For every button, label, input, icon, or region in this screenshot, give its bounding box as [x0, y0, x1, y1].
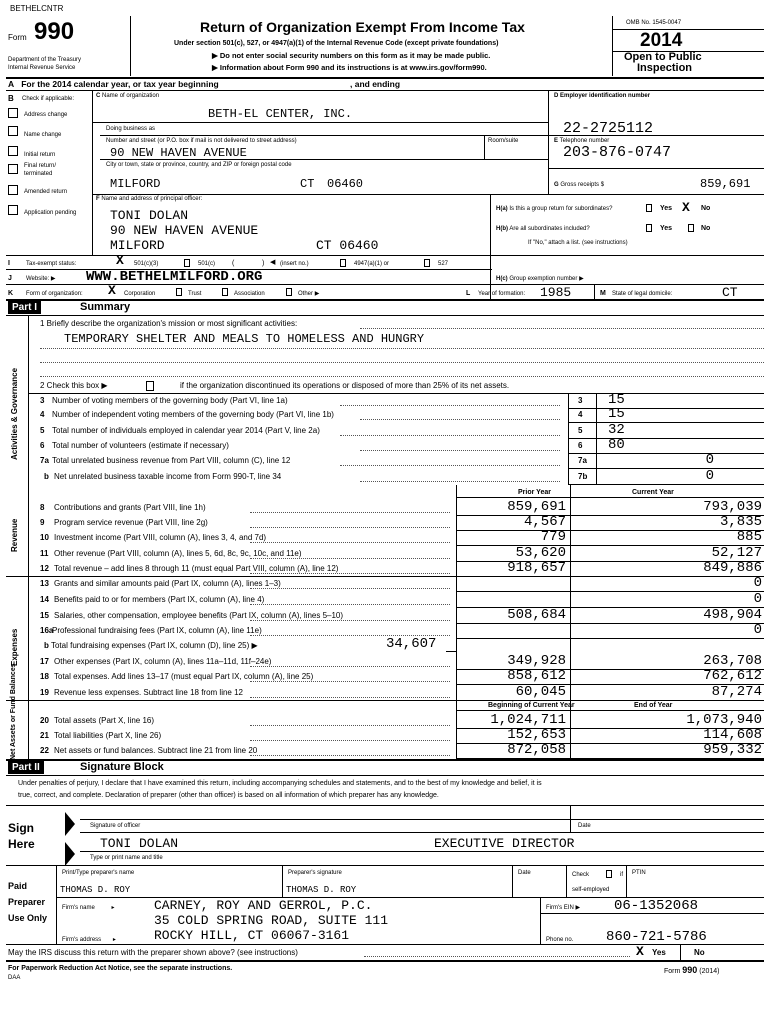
signer-name: TONI DOLAN — [100, 836, 179, 851]
ein-value: 22-2725112 — [563, 120, 654, 137]
org-street: 90 NEW HAVEN AVENUE — [110, 146, 247, 160]
prior-value: 858,612 — [507, 668, 566, 684]
final-return-label: Final return/ terminated — [24, 163, 57, 177]
gov-leader-dots — [340, 435, 560, 436]
section-b-label: B — [8, 94, 14, 103]
gov-line-number: 6 — [40, 441, 45, 450]
hb-no-box[interactable] — [688, 224, 694, 232]
check-corporation[interactable]: X — [108, 283, 116, 298]
ha-yes-label: Yes — [660, 205, 673, 212]
pra-notice: For Paperwork Reduction Act Notice, see the separate instructions. — [8, 965, 233, 972]
firm-name-label: Firm's name ▸ — [62, 905, 115, 911]
year-formation-label: Year of formation: — [478, 291, 526, 297]
money-leader-dots — [250, 681, 450, 682]
paid-label: Paid — [8, 881, 28, 891]
money-leader-dots — [250, 697, 450, 698]
money-line-text: Contributions and grants (Part VIII, line 1h) — [54, 503, 206, 512]
current-value: 0 — [753, 591, 762, 607]
money-leader-dots — [250, 542, 450, 543]
money-line-number: 21 — [40, 731, 49, 740]
preparer-name: THOMAS D. ROY — [60, 885, 131, 895]
box-527[interactable] — [424, 259, 430, 267]
money-line-number: 9 — [40, 518, 45, 527]
arrow-right-icon: ▶ — [575, 905, 581, 911]
prior-year-header: Prior Year — [518, 489, 551, 496]
prior-value: 918,657 — [507, 560, 566, 576]
part2-title: Signature Block — [80, 761, 164, 773]
form-org-label: Form of organization: — [26, 291, 83, 297]
side-label-exp: Expenses — [10, 628, 19, 666]
dba-label: Doing business as — [106, 126, 156, 132]
money-leader-dots — [250, 604, 450, 605]
sign-arrow-icon — [64, 808, 78, 868]
discuss-no-label: No — [694, 948, 705, 957]
money-line-text: Other expenses (Part IX, column (A), lines 11a–11d, 11f–24e) — [54, 657, 272, 666]
checkbox-address-change[interactable] — [8, 108, 18, 118]
gov-row-line — [568, 408, 764, 409]
money-line-number: 11 — [40, 549, 49, 558]
gov-line-text: Number of voting members of the governing body (Part VI, line 1a) — [52, 396, 288, 405]
gov-leader-dots — [360, 450, 560, 451]
opt-4947: 4947(a)(1) or — [354, 261, 390, 267]
gov-box-divider — [568, 393, 569, 485]
money-line-number: 17 — [40, 657, 49, 666]
gov-leader-dots — [360, 419, 560, 420]
gov-row-line — [568, 453, 764, 454]
opt-501c: 501(c) — [198, 261, 216, 267]
preparer-signature: THOMAS D. ROY — [286, 885, 357, 895]
ha-no-label: No — [701, 205, 711, 212]
amended-return-label: Amended return — [24, 189, 68, 195]
paren-close: ) — [262, 260, 265, 267]
money-line-number: 10 — [40, 533, 49, 542]
form-title: Return of Organization Exempt From Income Tax — [200, 19, 525, 35]
line16b-text: b Total fundraising expenses (Part IX, column (D), line 25) ▶ — [44, 641, 258, 650]
money-leader-dots — [250, 527, 450, 528]
current-value: 52,127 — [711, 545, 762, 561]
city-label: City or town, state or province, country, and ZIP or foreign postal code — [106, 162, 292, 168]
initial-return-label: Initial return — [24, 152, 56, 158]
opt-other: Other ▶ — [298, 291, 320, 297]
gov-line-text: Total unrelated business revenue from Part VIII, column (C), line 12 — [52, 456, 291, 465]
gov-box-label: 7b — [578, 472, 588, 481]
gov-value: 0 — [705, 452, 714, 468]
org-city: MILFORD — [110, 177, 161, 191]
omb-number: OMB No. 1545-0047 — [626, 20, 682, 26]
current-value: 0 — [753, 622, 762, 638]
money-leader-dots — [250, 725, 450, 726]
line2-text: 2 Check this box ▶ — [40, 381, 108, 390]
gov-line-number: 3 — [40, 396, 45, 405]
firm-address-1: 35 COLD SPRING ROAD, SUITE 111 — [154, 913, 389, 928]
line-m-label: M — [600, 290, 606, 297]
preparer-label: Preparer — [8, 897, 46, 907]
money-line-text: Total revenue – add lines 8 through 11 (must equal Part VIII, column (A), line 12) — [54, 564, 339, 573]
officer-label: F Name and address of principal officer: — [96, 196, 203, 202]
current-year-header: Current Year — [632, 489, 674, 496]
application-pending-label: Application pending — [24, 210, 77, 216]
prep-sig-label: Preparer's signature — [288, 870, 342, 876]
money-line-number: 14 — [40, 595, 49, 604]
info-notice: ▶ Information about Form 990 and its instructions is at www.irs.gov/form990. — [212, 63, 487, 72]
arrow-right-icon: ▶ — [212, 51, 218, 60]
current-value: 263,708 — [703, 653, 762, 669]
line16b-value: 34,607 — [386, 636, 437, 652]
gov-line-number: 4 — [40, 410, 45, 419]
side-label-net: Net Assets or Fund Balances — [10, 663, 17, 760]
phone-value: 203-876-0747 — [563, 144, 672, 161]
money-line-number: 19 — [40, 688, 49, 697]
gov-leader-dots — [360, 481, 560, 482]
box-501c[interactable] — [184, 259, 190, 267]
firm-ein: 06-1352068 — [614, 898, 699, 914]
and-ending: , and ending — [350, 79, 401, 89]
money-line-text: Grants and similar amounts paid (Part IX, column (A), lines 1–3) — [54, 579, 281, 588]
street-label: Number and street (or P.O. box if mail is not delivered to street address) — [106, 138, 297, 144]
year-formation-value: 1985 — [540, 285, 572, 300]
hb-yes-label: Yes — [660, 225, 673, 232]
arrow-right-icon: ▶ — [314, 291, 320, 297]
line-i-label: I — [8, 260, 10, 267]
address-change-label: Address change — [24, 112, 68, 118]
current-value: 87,274 — [711, 684, 762, 700]
open-public-1: Open to Public — [624, 51, 702, 63]
arrow-right-icon: ▶ — [212, 63, 218, 72]
penalty-line1: Under penalties of perjury, I declare that I have examined this return, including accompanying schedules and statements, and to the best of my knowledge and belief, it is — [18, 780, 542, 787]
money-line-number: 12 — [40, 564, 49, 573]
arrow-right-icon: ▶ — [579, 276, 584, 282]
gross-receipts-value: 859,691 — [700, 177, 751, 191]
arrow-left-icon: ◀ — [270, 259, 276, 266]
gov-line-number: 5 — [40, 426, 45, 435]
sig-date-label: Date — [578, 823, 591, 829]
officer-signature-label: Signature of officer — [90, 823, 141, 829]
signer-title: EXECUTIVE DIRECTOR — [434, 836, 575, 851]
prior-value: 4,567 — [523, 514, 566, 530]
gov-leader-dots — [340, 465, 560, 466]
boy-header: Beginning of Current Year — [488, 702, 575, 709]
current-value: 762,612 — [703, 668, 762, 684]
money-leader-dots — [250, 740, 450, 741]
current-value: 849,886 — [703, 560, 762, 576]
check-501c3[interactable]: X — [116, 253, 124, 268]
form-number: 990 — [34, 18, 75, 45]
checkbox-amended-return[interactable] — [8, 185, 18, 195]
checkbox-name-change[interactable] — [8, 126, 18, 136]
prior-value: 872,058 — [507, 742, 566, 758]
firm-name: CARNEY, ROY AND GERROL, P.C. — [154, 898, 373, 913]
name-change-label: Name change — [24, 132, 62, 138]
money-line-number: 18 — [40, 672, 49, 681]
prior-value: 859,691 — [507, 499, 566, 515]
money-leader-dots — [250, 558, 450, 559]
box-association[interactable] — [222, 288, 228, 296]
discuss-yes-check[interactable]: X — [636, 944, 644, 959]
money-line-text: Investment income (Part VIII, column (A), lines 3, 4, and 7d) — [54, 533, 267, 542]
side-label-gov: Activities & Governance — [10, 367, 19, 460]
money-row-line — [456, 638, 764, 639]
arrow-right-icon: ▶ — [50, 276, 56, 282]
gov-row-line — [568, 484, 764, 485]
line2-text-b: if the organization discontinued its operations or disposed of more than 25% of its net assets. — [180, 381, 510, 390]
money-line-text: Total liabilities (Part X, line 26) — [54, 731, 162, 740]
prep-date-label: Date — [518, 870, 531, 876]
prior-value: 60,045 — [515, 684, 566, 700]
current-value: 793,039 — [703, 499, 762, 515]
money-line-number: 16a — [40, 626, 54, 635]
gov-line-text: Net unrelated business taxable income from Form 990-T, line 34 — [54, 472, 282, 481]
daa-label: DAA — [8, 975, 21, 981]
money-row-line — [456, 591, 764, 592]
money-row-line — [456, 515, 764, 516]
firm-ein-label: Firm's EIN ▶ — [546, 905, 581, 911]
opt-association: Association — [234, 291, 265, 297]
box-other[interactable] — [286, 288, 292, 296]
gov-line-text: Total number of individuals employed in calendar year 2014 (Part V, line 2a) — [52, 426, 320, 435]
gov-row-line — [568, 468, 764, 469]
money-line-number: 13 — [40, 579, 49, 588]
prior-value: 508,684 — [507, 607, 566, 623]
gov-box-label: 6 — [578, 441, 583, 450]
hc-text: H(c) Group exemption number ▶ — [496, 276, 584, 282]
use-only-label: Use Only — [8, 913, 48, 923]
prior-value: 1,024,711 — [490, 712, 566, 728]
prep-name-label: Print/Type preparer's name — [62, 870, 135, 876]
prior-value: 779 — [540, 529, 566, 545]
current-value: 959,332 — [703, 742, 762, 758]
open-public-2: Inspection — [637, 62, 693, 74]
officer-city: MILFORD — [110, 238, 165, 253]
paren-open: ( — [232, 260, 235, 267]
money-line-text: Net assets or fund balances. Subtract line 21 from line 20 — [54, 746, 258, 755]
gov-value: 15 — [608, 406, 625, 422]
box-trust[interactable] — [176, 288, 182, 296]
line-a: A For the 2014 calendar year, or tax year beginning — [8, 79, 219, 89]
tax-year: 2014 — [640, 30, 683, 51]
money-leader-dots — [250, 512, 450, 513]
org-zip: 06460 — [327, 177, 364, 191]
ein-label: D Employer identification number — [554, 93, 651, 99]
here-label: Here — [8, 837, 35, 851]
gov-box-divider — [596, 393, 597, 485]
opt-corporation: Corporation — [124, 291, 156, 297]
ha-text: H(a) Is this a group return for subordinates? — [496, 206, 613, 212]
ssn-notice: ▶ Do not enter social security numbers on this form as it may be made public. — [212, 51, 491, 60]
officer-street: 90 NEW HAVEN AVENUE — [110, 223, 259, 238]
checkbox-application-pending[interactable] — [8, 205, 18, 215]
gov-value: 15 — [608, 392, 625, 408]
current-value: 114,608 — [703, 727, 762, 743]
gov-line-number: 7a — [40, 456, 49, 465]
prior-value: 349,928 — [507, 653, 566, 669]
money-line-text: Total assets (Part X, line 16) — [54, 716, 155, 725]
arrow-right-icon: ▶ — [101, 381, 108, 390]
money-line-text: Program service revenue (Part VIII, line 2g) — [54, 518, 208, 527]
money-line-text: Revenue less expenses. Subtract line 18 from line 12 — [54, 688, 243, 697]
box-4947[interactable] — [340, 259, 346, 267]
money-row-line — [456, 623, 764, 624]
domicile-label: State of legal domicile: — [612, 291, 673, 297]
officer-name: TONI DOLAN — [110, 208, 189, 223]
sign-label: Sign — [8, 821, 34, 835]
checkbox-final-return[interactable] — [8, 164, 18, 174]
ptin-label: PTIN — [632, 870, 646, 876]
client-code: BETHELCNTR — [10, 4, 64, 13]
org-state: CT — [300, 177, 315, 191]
money-line-number: 8 — [40, 503, 45, 512]
gov-box-label: 3 — [578, 396, 583, 405]
current-value: 0 — [753, 575, 762, 591]
part1-label: Part I — [8, 301, 41, 314]
line1-text: 1 Briefly describe the organization's mission or most significant activities: — [40, 319, 298, 328]
gov-box-label: 7a — [578, 456, 587, 465]
firm-address-2: ROCKY HILL, CT 06067-3161 — [154, 928, 350, 943]
gov-value: 32 — [608, 422, 625, 438]
arrow-right-icon: ▸ — [112, 937, 116, 943]
money-line-number: 20 — [40, 716, 49, 725]
gov-value: 80 — [608, 437, 625, 453]
footer-form: Form 990 (2014) — [664, 965, 720, 975]
opt-trust: Trust — [188, 291, 202, 297]
money-line-text: Other revenue (Part VIII, column (A), lines 5, 6d, 8c, 9c, 10c, and 11e) — [54, 549, 302, 558]
side-label-rev: Revenue — [10, 518, 19, 552]
current-value: 1,073,940 — [686, 712, 762, 728]
part2-label: Part II — [8, 761, 44, 774]
ha-yes-box[interactable] — [646, 204, 652, 212]
gov-line-number: b — [44, 472, 49, 481]
self-employed-box[interactable] — [606, 870, 612, 878]
money-leader-dots — [250, 573, 450, 574]
hb-text: H(b) Are all subordinates included? — [496, 226, 590, 232]
form-subtitle: Under section 501(c), 527, or 4947(a)(1) of the Internal Revenue Code (except private foundations) — [174, 40, 499, 47]
hb-note: If "No," attach a list. (see instructions) — [528, 240, 628, 246]
gov-leader-dots — [340, 405, 560, 406]
penalty-line2: true, correct, and complete. Declaration of preparer (other than officer) is based on all information of which preparer has any knowledge. — [18, 792, 439, 799]
self-employed-label: self-employed — [572, 887, 610, 893]
line-j-label: J — [8, 275, 12, 282]
line-k-label: K — [8, 290, 14, 297]
money-line-number: 15 — [40, 611, 49, 620]
section-b-title: Check if applicable: — [22, 96, 75, 102]
firm-phone: 860-721-5786 — [606, 929, 707, 945]
firm-address-label: Firm's address ▸ — [62, 937, 116, 943]
insert-no: (insert no.) — [280, 261, 309, 267]
ha-no-check[interactable]: X — [682, 200, 690, 215]
money-row-line — [456, 530, 764, 531]
prior-value: 53,620 — [515, 545, 566, 561]
hb-no-label: No — [701, 225, 711, 232]
type-name-label: Type or print name and title — [90, 855, 163, 861]
current-value: 3,835 — [719, 514, 762, 530]
arrow-right-icon: ▸ — [111, 905, 115, 911]
dept-treasury: Department of the Treasury — [8, 57, 82, 63]
current-value: 498,904 — [703, 607, 762, 623]
opt-501c3: 501(c)(3) — [134, 261, 159, 267]
gov-line-text: Total number of volunteers (estimate if necessary) — [52, 441, 229, 450]
money-leader-dots — [250, 620, 450, 621]
money-leader-dots — [250, 588, 450, 589]
part1-title: Summary — [80, 301, 131, 313]
money-line-text: Professional fundraising fees (Part IX, column (A), line 11e) — [52, 626, 262, 635]
tax-exempt-label: Tax-exempt status: — [26, 261, 77, 267]
checkbox-initial-return[interactable] — [8, 146, 18, 156]
if-label: if — [620, 872, 623, 878]
hb-yes-box[interactable] — [646, 224, 652, 232]
room-suite-label: Room/suite — [488, 138, 519, 144]
domicile-value: CT — [722, 285, 738, 300]
line-l-label: L — [466, 290, 471, 297]
money-line-number: 22 — [40, 746, 49, 755]
money-leader-dots — [250, 755, 450, 756]
money-line-text: Total expenses. Add lines 13–17 (must equal Part IX, column (A), line 25) — [54, 672, 314, 681]
gov-row-line — [568, 438, 764, 439]
check-label: Check — [572, 872, 590, 878]
opt-527: 527 — [438, 261, 449, 267]
website-label: Website: ▶ — [26, 276, 56, 282]
eoy-header: End of Year — [634, 702, 673, 709]
irs-label: Internal Revenue Service — [8, 65, 76, 71]
gov-line-text: Number of independent voting members of the governing body (Part VI, line 1b) — [52, 410, 334, 419]
mission-text: TEMPORARY SHELTER AND MEALS TO HOMELESS AND HUNGRY — [64, 332, 425, 346]
discuss-yes-label: Yes — [652, 948, 666, 957]
firm-phone-label: Phone no. — [546, 937, 574, 943]
checkbox-line2[interactable] — [146, 381, 154, 391]
prior-value: 152,653 — [507, 727, 566, 743]
money-leader-dots — [250, 666, 450, 667]
form-word: Form — [8, 33, 27, 42]
org-name-label: C Name of organization — [96, 93, 160, 99]
org-name: BETH-EL CENTER, INC. — [208, 107, 353, 121]
discuss-question: May the IRS discuss this return with the preparer shown above? (see instructions) — [8, 948, 298, 957]
gov-box-label: 4 — [578, 410, 583, 419]
money-line-text: Benefits paid to or for members (Part IX, column (A), line 4) — [54, 595, 265, 604]
gov-value: 0 — [705, 468, 714, 484]
current-value: 885 — [736, 529, 762, 545]
gross-receipts-label: G Gross receipts $ — [554, 182, 605, 188]
officer-state-zip: CT 06460 — [316, 238, 379, 253]
arrow-right-icon: ▶ — [251, 641, 258, 650]
money-line-text: Salaries, other compensation, employee benefits (Part IX, column (A), lines 5–10) — [54, 611, 344, 620]
gov-row-line — [568, 422, 764, 423]
gov-box-label: 5 — [578, 426, 583, 435]
phone-label: E Telephone number — [554, 138, 610, 144]
website-value[interactable]: WWW.BETHELMILFORD.ORG — [86, 269, 263, 285]
